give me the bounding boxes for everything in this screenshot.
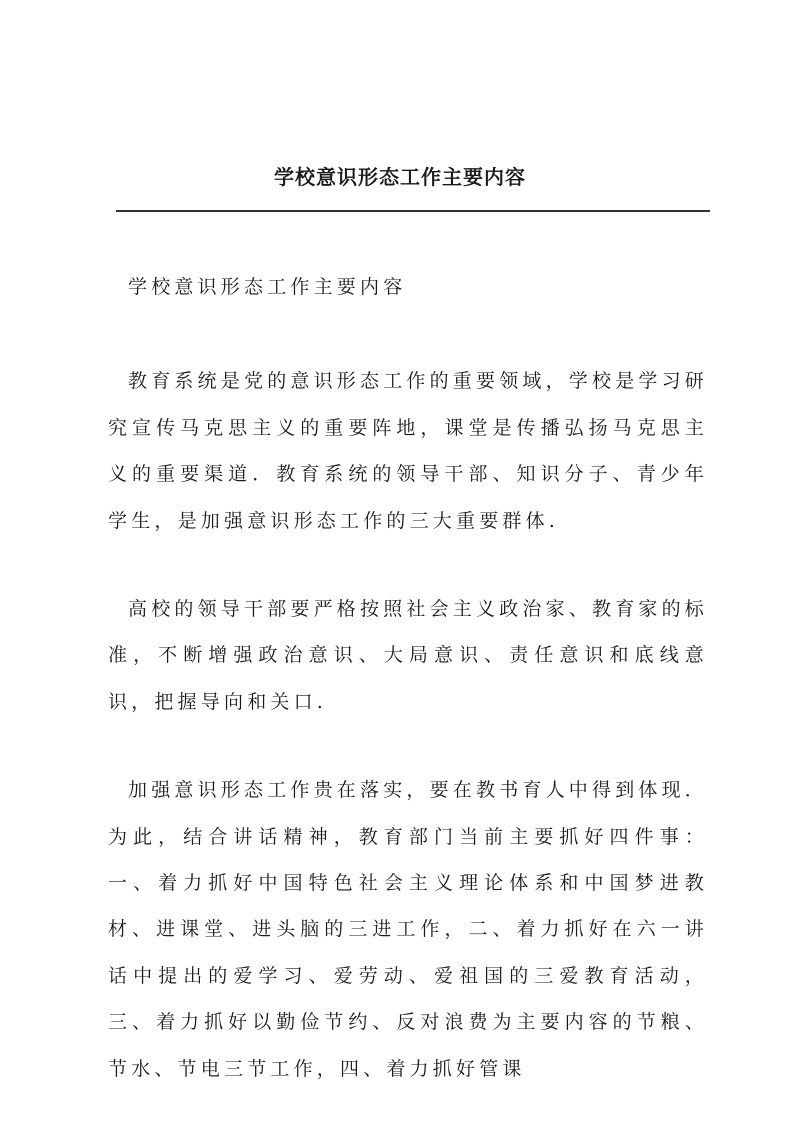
body-paragraph-3: 加强意识形态工作贵在落实，要在教书育人中得到体现．为此，结合讲话精神，教育部门当前主要抓好四件事：一、着力抓好中国特色社会主义理论体系和中国梦进教材、进课堂、进头脑的三进工作，二、着力抓好在六一讲话中提出的爱学习、爱劳动、爱祖国的三爱教育活动，三、着力抓好以勤俭节约、反对浪费为主要内容的节粮、节水、节电三节工作，四、着力抓好管课 (108, 779, 709, 1080)
title-divider (116, 210, 710, 212)
body-heading-paragraph: 学校意识形态工作主要内容 (128, 276, 407, 298)
body-paragraph-2: 高校的领导干部要严格按照社会主义政治家、教育家的标准，不断增强政治意识、大局意识、责任意识和底线意识，把握导向和关口. (108, 598, 709, 713)
document-title: 学校意识形态工作主要内容 (274, 165, 526, 189)
body-paragraph-1: 教育系统是党的意识形态工作的重要领域，学校是学习研究宣传马克思主义的重要阵地，课堂是传播弘扬马克思主义的重要渠道．教育系统的领导干部、知识分子、青少年学生，是加强意识形态工作的三大重要群体. (108, 370, 709, 532)
document-body (108, 264, 708, 1134)
